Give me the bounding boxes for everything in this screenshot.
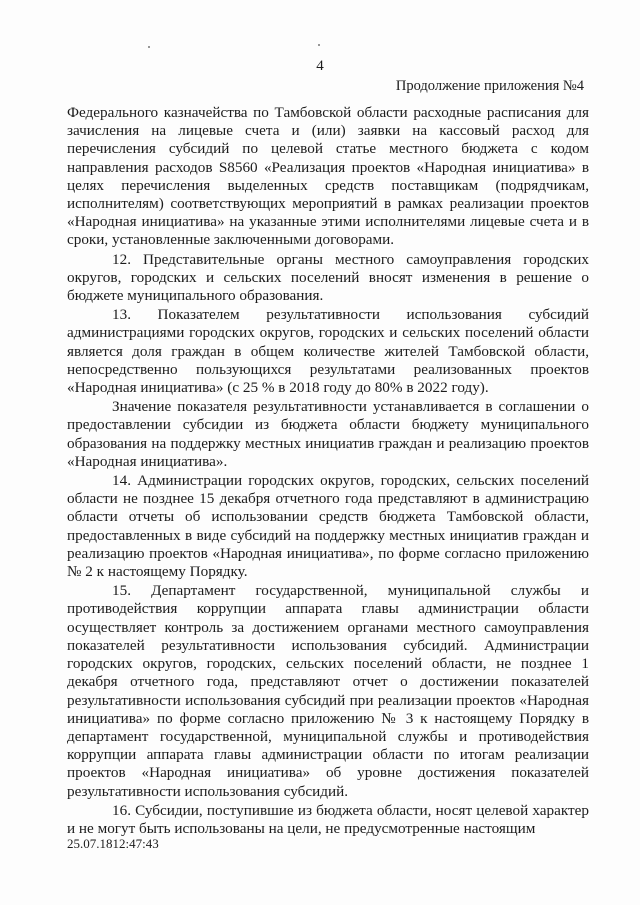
paragraph-12: 12. Представительные органы местного самоуправления городских округов, городских и сельских поселений вносят изменения в решение о бюджете муниципального образования.	[67, 250, 589, 305]
appendix-continuation-label: Продолжение приложения №4	[395, 78, 584, 94]
page-number: 4	[316, 58, 324, 74]
paragraph-15: 15. Департамент государственной, муниципальной службы и противодействия коррупции аппарата главы администрации области осуществляет контроль за достижением органами местного самоуправления показателей результативности использования субсидий. Администрации городских округов, городских, сельских поселений области, не позднее 1 декабря отчетного года, представляют отчет о достижении показателей результативности использования субсидий при реализации проектов «Народная инициатива» по форме согласно приложению № 3 к настоящему Порядку в департамент государственной, муниципальной службы и противодействия коррупции аппарата главы администрации области по итогам реализации проектов «Народная инициатива» об уровне достижения показателей результативности использования субсидий.	[67, 582, 589, 800]
paragraph-14: 14. Администрации городских округов, городских, сельских поселений области не позднее 15 декабря отчетного года представляют в администрацию области отчеты об использовании средств бюджета Тамбовской области, предоставленных в виде субсидий на поддержку местных инициатив граждан и реализацию проектов «Народная инициатива», по форме согласно приложению № 2 к настоящему Порядку.	[67, 472, 589, 581]
paragraph-13: 13. Показателем результативности использования субсидий администрациями городских округов, городских и сельских поселений области является доля граждан в общем количестве жителей Тамбовской области, непосредственно пользующихся результатами реализованных проектов «Народная инициатива» (с 25 % в 2018 году до 80% в 2022 году).	[67, 306, 589, 397]
paragraph-indicator-value: Значение показателя результативности устанавливается в соглашении о предоставлении субсидии из бюджета области бюджету муниципального образования на поддержку местных инициатив граждан и реализацию проектов «Народная инициатива».	[67, 398, 589, 470]
paragraph-continued: Федерального казначейства по Тамбовской области расходные расписания для зачисления на лицевые счета и (или) заявки на кассовый расход для перечисления субсидий по целевой статье местного бюджета с кодом направления расходов S8560 «Реализация проектов «Народная инициатива» в целях перечисления выделенных средств поставщикам (подрядчикам, исполнителям) соответствующих мероприятий в рамках реализации проектов «Народная инициатива» на указанные этими исполнителями лицевые счета и в сроки, установленные заключенными договорами.	[67, 104, 589, 249]
document-body	[67, 104, 589, 838]
scan-speck	[148, 46, 150, 48]
scan-speck	[318, 44, 320, 46]
paragraph-16: 16. Субсидии, поступившие из бюджета области, носят целевой характер и не могут быть использованы на цели, не предусмотренные настоящим	[67, 801, 589, 837]
print-timestamp: 25.07.1812:47:43	[67, 836, 159, 851]
